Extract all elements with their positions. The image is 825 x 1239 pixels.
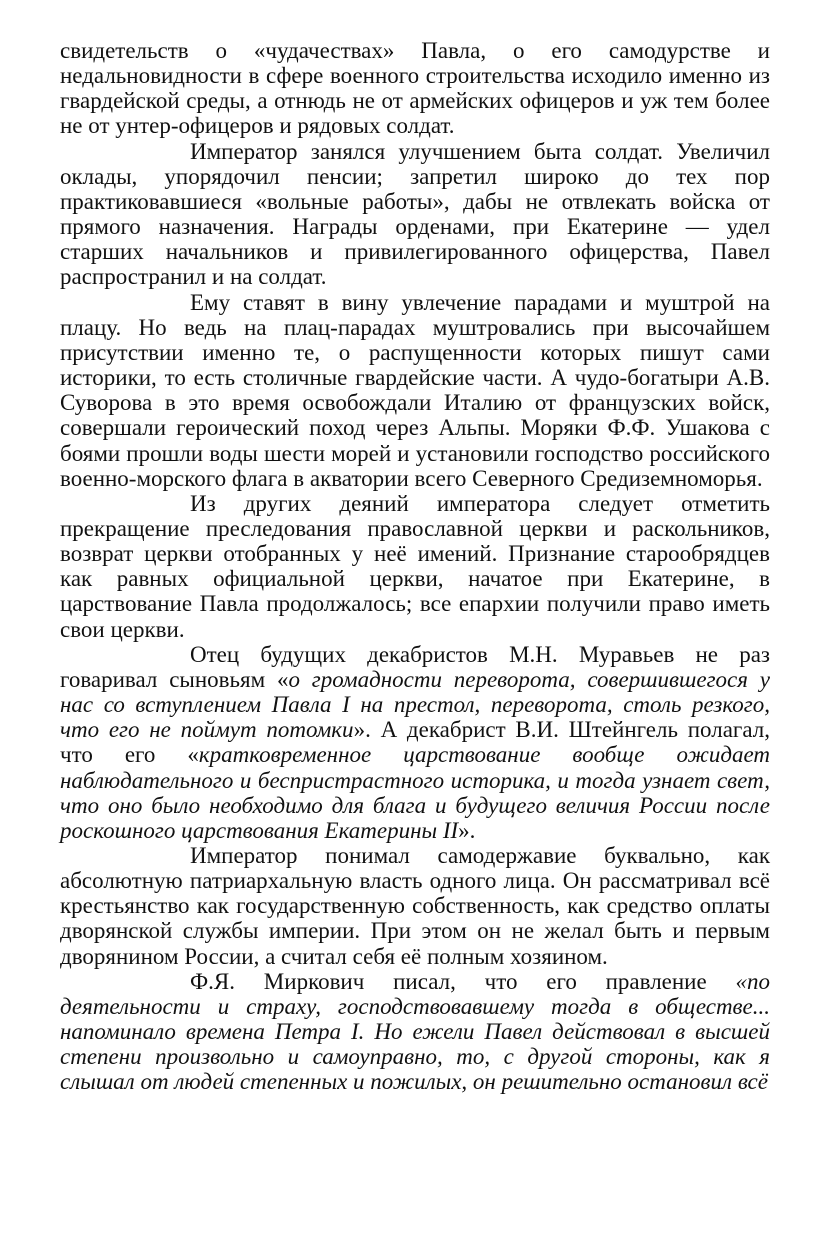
paragraph-4 [60,491,770,642]
quote-italic: о громадности переворота, совершившегося у нас со вступлением Павла I на престол, переворота, столь резкого, что его не поймут потомки [60,666,770,743]
paragraph-2 [60,139,770,290]
paragraph-7 [60,969,770,1095]
text-run: Отец будущих декабристов М.Н. Муравьев не раз говаривал сыновьям « [60,641,770,692]
paragraph-5 [60,642,770,843]
text-run: Из других деяний императора следует отметить прекращение преследования православной церкви и раскольников, возврат церкви отобранных у неё имений. Признание старообрядцев как равных официальной церкви, начатое при Екатерине, в царствование Павла продолжалось; все епархии получили право иметь свои церкви. [60,490,770,642]
paragraph-1 [60,38,770,139]
text-run: Император понимал самодержавие буквально, как абсолютную патриархальную власть одного лица. Он рассматривал всё крестьянство как государственную собственность, как средство оплаты дворянской службы империи. При этом он не желал быть и первым дворянином России, а считал себя её полным хозяином. [60,843,770,969]
text-run: ». [458,817,476,843]
text-run: Ф.Я. Миркович писал, что его правление [190,968,736,994]
text-run: Император занялся улучшением быта солдат. Увеличил оклады, упорядочил пенсии; запретил широко до тех пор практиковавшиеся «вольные работы», дабы не отвлекать войска от прямого назначения. Награды орденами, при Екатерине — удел старших начальников и привилегированного офицерства, Павел распространил и на солдат. [60,138,770,290]
quote-italic: «по деятельности и страху, господствовавшему тогда в обществе... напоминало времена Петра I. Но ежели Павел действовал в высшей степени произвольно и самоуправно, то, с другой стороны, как я слышал от людей степенных и пожилых, он решительно остановил всё [60,968,770,1095]
paragraph-6 [60,843,770,969]
text-run: свидетельств о «чудачествах» Павла, о его самодурстве и недальновидности в сфере военного строительства исходило именно из гвардейской среды, а отнюдь не от армейских офицеров и уж тем более не от унтер-офицеров и рядовых солдат. [60,38,770,139]
text-run: Ему ставят в вину увлечение парадами и муштрой на плацу. Но ведь на плац-парадах муштровались при высочайшем присутствии именно те, о распущенности которых пишут сами историки, то есть столичные гвардейские части. А чудо-богатыри А.В. Суворова в это время освобождали Италию от французских войск, совершали героический поход через Альпы. Моряки Ф.Ф. Ушакова с боями прошли воды шести морей и установили господство российского военно-морского флага в акватории всего Северного Средиземноморья. [60,289,770,491]
paragraph-3 [60,290,770,491]
quote-italic: кратковременное царствование вообще ожидает наблюдательного и беспристрастного историка, и тогда узнает свет, что оно было необходимо для блага и будущего величия России после роскошного царствования Екатерины II [60,742,770,843]
text-run: ». А декабрист В.И. Штейнгель полагал, что его « [60,717,770,768]
document-page [60,38,770,1095]
